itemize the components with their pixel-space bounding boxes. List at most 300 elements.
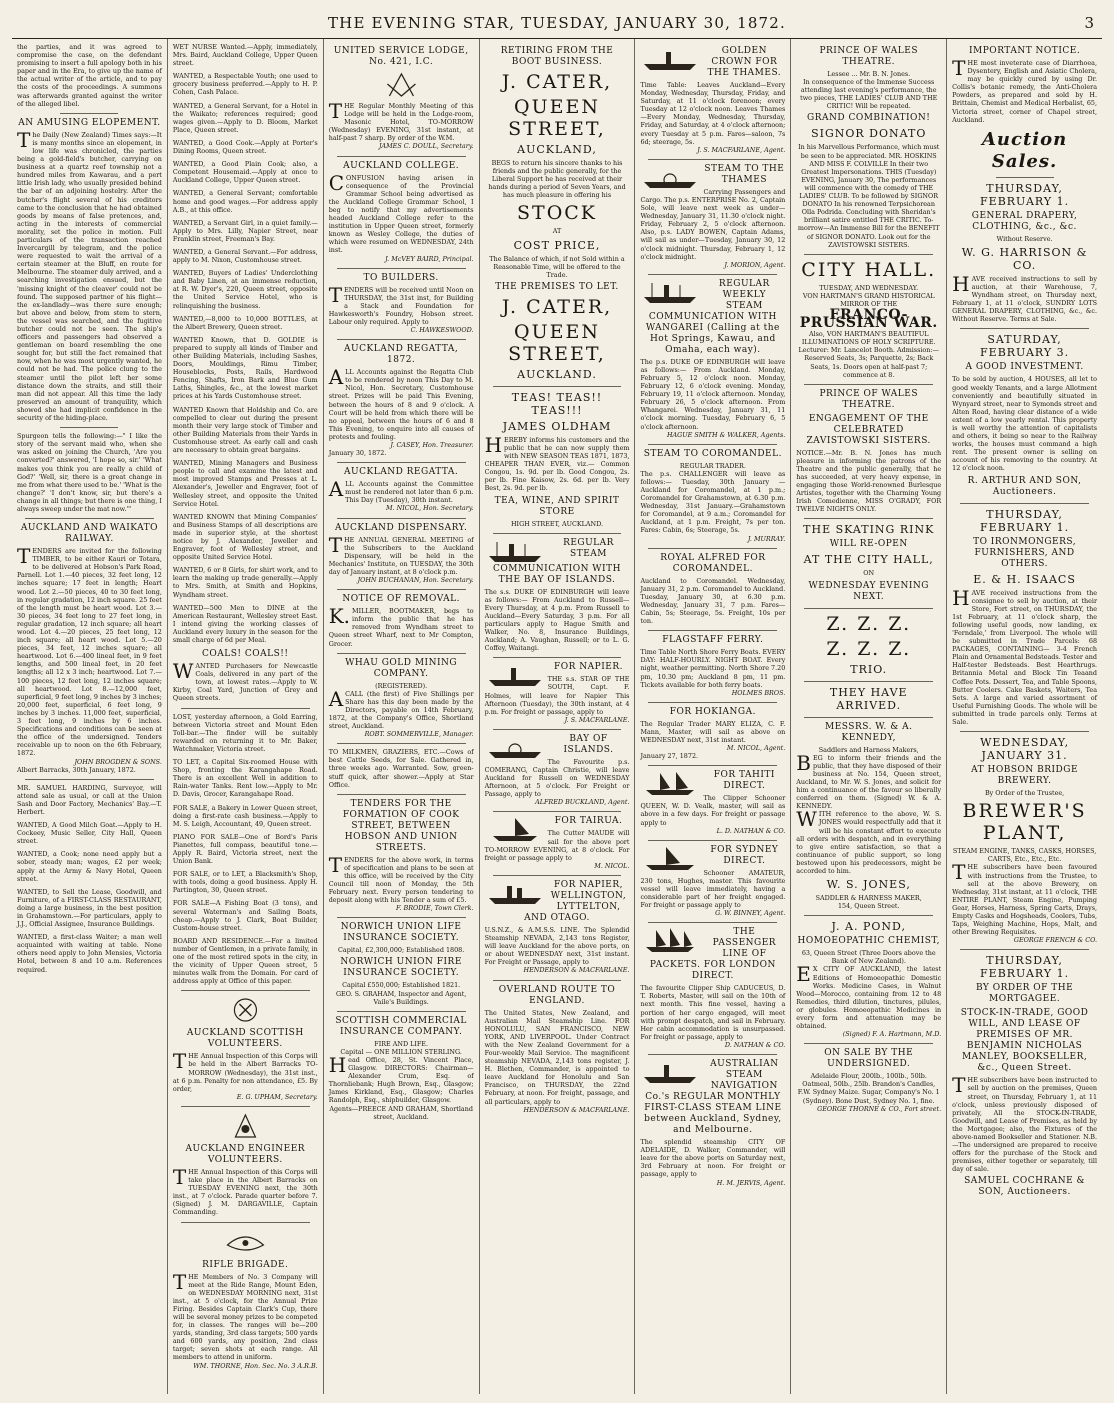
brewery-venue: AT HOBSON BRIDGE BREWERY. xyxy=(971,765,1079,787)
divider xyxy=(337,462,466,463)
zavistowski-body: NOTICE.—Mr. B. N. Jones has much pleasure in informing the patrons of the Theatre and the public generally, that he has succeeded, at very heavy expense, in engaging those World-renowned Burlesque Artistes, together with the Charming Young Irish Comedienne, MISS O'GRADY, FOR TWELVE NIGHTS ONLY. xyxy=(796,448,942,514)
dispensary-signature: JOHN BUCHANAN, Hon. Secretary. xyxy=(357,576,474,585)
divider xyxy=(996,177,1054,178)
lodge-signature: JAMES C. DOULL, Secretary. xyxy=(378,142,474,151)
kennedy-headline: MESSRS. W. & A. KENNEDY, xyxy=(825,721,913,743)
wangarei-body: The p.s. DUKE OF EDINBURGH will leave as follows:— From Auckland. Monday, February 5, 12 o'clock noon. Monday, February 12, 6 o'clock evening. Monday, February 19, 11 o'clock afternoon. Monday, February 26, 5 o'clock afternoon. From Whangarei. Wednesday, January 31, 11 o'clock morning. Tuesday, February 6, 5 o'clock afternoon. xyxy=(640,357,786,431)
jones-name: W. S. JONES, xyxy=(826,878,911,892)
builders-signature: C. HAWKESWOOD. xyxy=(410,326,474,335)
hartman-mirror: VON HARTMAN'S GRAND HISTORICAL MIRROR OF THE xyxy=(802,291,935,308)
brewer-subhead: STEAM ENGINE, TANKS, CASKS, HORSES, CARTS, Etc., Etc., Etc. xyxy=(952,847,1097,864)
college-signature: J. McVEY BAIRD, Principal. xyxy=(385,254,474,263)
tairua-body: The Cutter MAUDE will sail for the above port TO-MORROW EVENING, at 8 o'clock. For freight or passage apply to xyxy=(484,829,630,862)
cater-body-2: The Balance of which, if not Sold within a Reasonable Time, will be offered to the Trade. xyxy=(489,254,625,279)
brewery-date: WEDNESDAY, JANUARY 31. xyxy=(980,736,1070,763)
australian-signature: H. M. JERVIS, Agent. xyxy=(716,1178,786,1187)
divider xyxy=(804,681,933,682)
skating-headline: THE SKATING RINK xyxy=(803,523,935,537)
norwich-life-headline: NORWICH UNION LIFE INSURANCE SOCIETY. xyxy=(340,922,462,944)
plain-cook-ad: WANTED, a Good Plain Cook; also, a Competent Housemaid.—Apply at once to Auckland College, Upper Queen street. xyxy=(172,160,318,185)
bakery-sale-ad: FOR SALE, a Bakery in Lower Queen street, doing a first-rate cash business.—Apply to M. S. Leigh, Accountant, 49, Queen street. xyxy=(172,803,318,828)
railway-date: Albert Barracks, 30th January, 1872. xyxy=(17,765,136,774)
important-notice-ad xyxy=(952,46,1097,124)
stock-headline: STOCK-IN-TRADE, GOOD WILL, AND LEASE OF PREMISES OF MR. BENJAMIN NICHOLAS MANLEY, BOOKSELLER, &c., Queen Street. xyxy=(960,1008,1089,1074)
otago-body: U.S.N.Z., & A.M.S.S. LINE. The Splendid Steamship NEVADA, 2,143 tons Register, will leave Auckland for the above ports, on or about WEDNESDAY next, 31st instant. For Freight or Passage, apply to xyxy=(484,925,630,967)
donato-body: In his Marvellous Performance, which must be seen to be appreciated. MR. HOSKINS AND MISS F. COLVILLE In their two Greatest Impersonations. THIS (Tuesday) EVENING, January 30, The performances will commence with the comedy of THE LADIES' CLUB. To be followed by SIGNOR DONATO In his renowned Terpsichorean Olla Podrida. Concluding with Sheridan's brilliant satire entitled THE CRITIC. To-morrow—An Immense Bill for the BENEFIT of SIGNOR DONATO. Look out for the ZAVISTOWSKI SISTERS. xyxy=(797,143,940,249)
cook-street-signature: F. BRODIE, Town Clerk. xyxy=(396,904,474,913)
tahiti-body: The Clipper Schooner QUEEN, W. D. Vealk, master, will sail as above in a few days. For freight or passage apply to xyxy=(640,794,786,827)
tairua-ad xyxy=(485,816,630,869)
investment-headline: A GOOD INVESTMENT. xyxy=(965,362,1084,373)
thames-body: Carrying Passengers and Cargo. The p.s. ENTERPRISE No. 2, Captain Sole, will leave next week as under—Wednesday, January 31, 11.30 o'clock night. Friday, February 2, 5 o'clock afternoon. Also, p.s. LADY BOWEN, Captain Adams, will sail as under—Tuesday, January 30, 12 o'clock midnight. Thursday, February 1, 12 o'clock midnight. xyxy=(640,187,786,261)
crest-icon xyxy=(173,995,318,1025)
bay-islands-headline: BAY OF ISLANDS. xyxy=(563,733,614,755)
regatta-signature: J. CASEY, Hon. Treasurer. xyxy=(390,441,474,449)
zzz-teaser-ad xyxy=(796,613,941,676)
column-6 xyxy=(791,39,947,1394)
hokianga-date: January 27, 1872. xyxy=(640,752,699,761)
removal-headline: NOTICE OF REMOVAL. xyxy=(342,594,460,605)
overland-signature: HENDERSON & MACFARLANE. xyxy=(523,1105,630,1114)
cook-wanted-ad: WANTED, a Cook; none need apply but a sober, steady man; wages, £2 per week; apply at the Army & Navy Hotel, Queen street. xyxy=(17,850,162,883)
flagstaff-signature: HOLMES BROS. xyxy=(731,688,786,697)
scottish-ins-agents: Agents—PREECE AND GRAHAM, Shortland street, Auckland. xyxy=(329,1104,473,1121)
pond-trade: HOMOEOPATHIC CHEMIST, xyxy=(797,936,940,947)
brewer-signature: GEORGE FRENCH & CO. xyxy=(1013,936,1098,945)
divider xyxy=(648,548,777,549)
skating-reopen: WILL RE-OPEN xyxy=(829,539,908,550)
libel-article: the parties, and it was agreed to compromise the case, on the defendant promising to insert a full apology both in his paper and in the Era, to give up the name of the actual writer of the article, and to pay the costs of the proceedings. A summons was afterwards granted against the writer of the alleged libel. xyxy=(17,43,162,108)
drapery-reserve: Without Reserve. xyxy=(996,234,1053,243)
thames-signature: J. MORION, Agent. xyxy=(724,260,786,269)
cater-street: QUEEN STREET, xyxy=(508,96,606,140)
masthead xyxy=(12,8,1102,39)
royal-alfred-ad xyxy=(640,553,785,626)
hokianga-ad xyxy=(640,707,785,760)
divider xyxy=(25,518,154,519)
piano-sale-ad: PIANO FOR SALE—One of Bord's Paris Pianettes, full compass, beautiful tone.—Apply R. Baird, Victoria street, next the Union Bank. xyxy=(172,832,318,866)
regatta2-body: ALL Accounts against the Committee must be rendered not later than 6 p.m. This Day (Tuesday), 30th instant. xyxy=(328,477,474,505)
cater-name: J. CATER, xyxy=(501,71,613,93)
rifle-body: THE Members of No. 3 Company will meet at the Ride Range, Mount Eden, on WEDNESDAY MORNING next, 31st inst., at 5 o'clock, for the Annual Prize Firing. Besides Captain Clark's Cup, there will be several money prizes to be competed for, in classes. The ranges will be—200 yards, standing, 3rd class targets; 500 yards and 600 yards, any position, 2nd class target; seven shots at each range. All members to attend in uniform. xyxy=(172,1269,318,1362)
tahiti-headline: FOR TAHITI DIRECT. xyxy=(713,770,775,792)
divider xyxy=(648,702,777,703)
bottles-ad: WANTED,—8,000 to 10,000 BOTTLES, at the Albert Brewery, Queen street. xyxy=(172,314,318,331)
column-3 xyxy=(324,39,480,1394)
tahiti-signature: L. D. NATHAN & CO. xyxy=(716,826,786,835)
mining-managers-ad: WANTED, Mining Managers and Business people to call and examine the latest and most improved Stamps and Presses at L. Alexander's, Jeweller and Engraver, foot of Wellesley street, and opposite the United Service Hotel. xyxy=(172,459,318,508)
jones-trade: SADDLER & HARNESS MAKER, xyxy=(815,894,922,903)
divider xyxy=(493,980,622,981)
railway-signature: JOHN BROGDEN & SONS. xyxy=(74,757,162,766)
column-7 xyxy=(947,39,1102,1394)
fishing-boat-ad: FOR SALE—A Fishing Boat (3 tons), and several Waterman's and Sailing Boats, cheap.—Apply to J. Clark, Boat Builder, Custom-house street. xyxy=(172,899,318,932)
harrison-name: W. G. HARRISON & CO. xyxy=(961,245,1088,272)
baby-linen-ad: WANTED, Buyers of Ladies' Underclothing and Baby Linen, at an immense reduction, at R. W. Dyer's, 220, Queen street, opposite the United Service Hotel, who is relinquishing the business. xyxy=(172,269,318,310)
divider xyxy=(960,328,1089,329)
wangarei-ad xyxy=(640,279,785,439)
divider xyxy=(960,949,1089,950)
wangarei-signature: HAGUE SMITH & WALKER, Agents. xyxy=(666,430,786,439)
regatta-headline: AUCKLAND REGATTA, 1872. xyxy=(344,344,459,366)
cater-name-2: J. CATER, xyxy=(501,295,613,318)
brewery-auction-ad xyxy=(952,736,1097,944)
donato-name: SIGNOR DONATO xyxy=(811,127,927,141)
divider xyxy=(337,518,466,519)
cater-boot-ad xyxy=(485,46,630,381)
thorne-headline: ON SALE BY THE UNDERSIGNED. xyxy=(824,1048,914,1070)
divider xyxy=(493,729,622,730)
golden-crown-signature: J. S. MACFARLANE, Agent. xyxy=(697,145,786,154)
otago-headline: FOR NAPIER, WELLINGTON, LYTTELTON, AND OTAGO. xyxy=(524,879,627,923)
jones-body: WITH reference to the above, W. S. JONES would respectfully add that it will be his constant effort to execute all orders with despatch, and in everything to give entire satisfaction, so that a continuance of public support, so long bestowed upon his predecessors, might be accorded to him. xyxy=(796,807,942,875)
pond-body: EX CITY OF AUCKLAND, the latest Editions of Homoeopathic Domestic Works. Medicine Cases, in Walnut Wood—Morocco, containing from 12 to 48 Remedies, third dilution, tinctures, pilules, or globules. Homoeopathic Medicines in every form and attenuation may be obtained. xyxy=(796,962,942,1031)
notice-body: THE most inveterate case of Diarrhoea, Dysentery, English and Asiatic Cholera, may be quickly cured by using Dr. Collis's botanic remedy, the Anti-Cholera Powders, as prepared and sold by H. Brittain, Chemist and Medical Herbalist, 65, Victoria street, corner of Chapel street, Auckland. xyxy=(952,56,1098,124)
cater-stock: STOCK xyxy=(517,202,597,225)
holdship-ad: WANTED Known that Holdship and Co. are compelled to clear out during the present month their very large stock of Timber and other Building Materials from their Yards in Customhouse street. As early call and cash are necessary to obtain great bargains. xyxy=(172,405,318,455)
cater-cost-price: COST PRICE, xyxy=(513,238,601,252)
dispensary-ad xyxy=(329,523,474,585)
bay-steam-ad xyxy=(485,538,630,653)
isaacs-body: HAVE received instructions from the consignee to sell by auction, at their Store, Fort street, on THURSDAY, the 1st February, at 11 o'clock sharp, the following useful goods, now landing, ex 'Ferndale,' from Liverpool. The whole will be submitted in Trade Parcels: 68 PACKAGES, CONTAINING— 3-4 French Plain and Ornamental Bedsteads. Tester and Half-tester Bedsteads. Best Hearthrugs. Britannia Metal and Block Tin Teaand Coffee Pots. Dessert, Tea, and Table Spoons, Butter Coolers. Cake Baskets, Waiters, Tea Sets. A large and varied assortment of Useful Furnishing Goods. The whole will be submitted in trade parcels only. Terms at Sale. xyxy=(952,585,1098,727)
hotel-servant-ad: WANTED, a General Servant, for a Hotel in the Waikato; references required; good wages given.—Apply to D. Bloom, Market Place, Queen street. xyxy=(172,101,318,134)
steamship-icon xyxy=(640,46,700,72)
theatre-headline: PRINCE OF WALES THEATRE. xyxy=(819,46,919,67)
norwich-insurance-ad xyxy=(329,922,474,1005)
isaacs-auction-ad xyxy=(952,508,1097,727)
paddle-steamer-icon xyxy=(640,164,700,190)
wet-nurse-ad: WET NURSE Wanted.—Apply, immediately, Mrs. Baird, Auckland College, Upper Queen street. xyxy=(172,43,318,68)
page-title: THE EVENING STAR, TUESDAY, JANUARY 30, 1872. xyxy=(327,14,787,32)
isaacs-name: E. & H. ISAACS xyxy=(973,572,1076,586)
divider xyxy=(648,630,777,631)
sailing-ship-icon xyxy=(640,770,700,796)
napier-ad xyxy=(485,662,630,724)
blacksmith-ad: FOR SALE, or to LET, a Blacksmith's Shop, with tools, doing a good business. Apply H. Partington, 30, Queen street. xyxy=(172,870,318,895)
dispensary-headline: AUCKLAND DISPENSARY. xyxy=(334,522,468,533)
coromandel-body: The p.s. CHALLENGER will leave as follows:— Tuesday, 30th January — Auckland for Coromandel, at 1 p.m.; Coromandel for Grahamstown, at 6.30 p.m. Wednesday, 31st January.—Grahamstown for Coromandel, at 9 a.m.; Coromandel for Auckland, at 1 p.m. Freight, 7s per ton. Fares: Cabin, 6s; Steerage, 5s. xyxy=(640,469,786,535)
golden-crown-body: Time Table: Leaves Auckland—Every Monday, Wednesday, Thursday, Friday, and Saturday, at 11 o'clock forenoon; every Tuesday at 12 o'clock noon. Leaves Thames—Every Monday, Wednesday, Thursday, Friday, and Saturday, at 4 o'clock afternoon; every Tuesday at 5 p.m. Fares—saloon, 7s 6d; steerage, 5s. xyxy=(640,81,786,146)
divider xyxy=(337,156,466,157)
divider xyxy=(648,840,777,841)
pond-name: J. A. POND, xyxy=(831,920,906,934)
arthur-signature: R. ARTHUR AND SON, Auctioneers. xyxy=(967,475,1082,497)
elopement-headline: AN AMUSING ELOPEMENT. xyxy=(18,117,161,128)
harding-ad: MR. SAMUEL HARDING, Surveyor, will attend sale as usual, or call at the Union Sash and Door Factory, Mechanics' Bay.—T. Herbert. xyxy=(17,783,162,816)
theatre-body: In consequence of the Immense Success attending last evening's performance, the two pieces, THE LADIES' CLUB AND THE CRITIC! Will be repeated. xyxy=(800,78,938,111)
whau-body: ACALL (the first) of Five Shillings per Share has this day been made by the Directors, payable on 14th February, 1872, at the Company's Office, Shortland street, Auckland. xyxy=(328,686,474,731)
norwich-agent: GEO. S. GRAHAM, Inspector and Agent, Vaile's Buildings. xyxy=(335,989,467,1006)
australian-body: The splendid steamship CITY OF ADELAIDE, D. Walker, Commander, will leave for the above ports on Saturday next, 3rd February at noon. For freight or passage, apply to xyxy=(640,1138,786,1179)
arrived-headline: THEY HAVE ARRIVED. xyxy=(829,685,908,712)
restaurant-sale-ad: WANTED, to Sell the Lease, Goodwill, and Furniture, of a FIRST-CLASS RESTAURANT, doing a large business, in the best position in Grahamstown.—For particulars, apply to J.J., Official Assignee, Insurance Buildings. xyxy=(17,887,162,929)
stamps-ad: WANTED KNOWN that Mining Companies' and Business Stamps of all descriptions are made in superior style, at the shortest notice by J. Alexander, Jeweller and Engraver, foot of Wellesley street, and opposite United Service Hotel. xyxy=(172,512,318,562)
harrison-body: HAVE received instructions to sell by auction, at their Warehouse, 7, Wyndham street, on Thursday next, February 1, at 11 o'clock, SUNDRY LOTS GENERAL DRAPERY, CLOTHING, &c., &c. Without Reserve. Terms at Sale. xyxy=(952,271,1098,324)
divider xyxy=(960,731,1089,732)
steamship-icon xyxy=(485,662,545,688)
railway-body: TENDERS are invited for the following TIMBER, to be either Kauri or Totara, to be delivered at Hobson's Park Road, Parnell. Lot 1.—40 pieces, 32 feet long, 12 inches square; 17 feet in length; Heart wood. Lot 2.—50 pieces, 40 to 30 feet long, in regular gradation, 12 inch square. 25 feet of the length must be heart wood. Lot 3.—30 pieces, 34 feet long to 27 feet long, in regular gradation, 12 inch square; all heart wood. Lot 4.—20 pieces, 25 feet long, 12 inch square; all heart wood. Lot 5.—20 pieces, 34 feet, 12 inches square; all heartwood. Lot 6.—400 lineal feet, in 9 feet lengths, and 500 lineal feet, in 20 feet lengths; all 12 x 3 inch; heartwood. Lot 7.—100 pieces, 12 feet long, 12 inches square; all heartwood. Lot 8.—12,000 feet, superficial, 9 feet long, 9 inches by 3 inches; 20,000 feet, superficial, 6 feet long, 9 inches by 3 inches. 11,000 feet, superficial, 3 feet long, 9 inches by 6 inches. Specifications and conditions can be seen at the office of the undersigned. Tenders receivable up to noon on the 6th February, 1872. xyxy=(17,544,162,758)
royal-alfred-headline: ROYAL ALFRED FOR COROMANDEL. xyxy=(660,552,766,574)
scottish-ins-capital: Capital — ONE MILLION STERLING. xyxy=(340,1047,462,1056)
divider xyxy=(337,1011,466,1012)
hokianga-signature: M. NICOL, Agent. xyxy=(726,744,786,753)
kennedy-body: BEG to inform their friends and the public, that they have disposed of their business at No. 154, Queen street, Auckland, to Mr. W. S. Jones, and solicit for him a continuance of the favour so liberally conferred on them. (Signed) W. & A. KENNEDY. xyxy=(796,750,942,811)
combination-headline: GRAND COMBINATION! xyxy=(807,113,931,124)
divider xyxy=(804,915,933,916)
masonic-square-compass-icon xyxy=(329,70,474,100)
divider xyxy=(60,113,118,114)
coromandel-headline: STEAM TO COROMANDEL. xyxy=(643,448,782,459)
bay-islands-signature: ALFRED BUCKLAND, Agent. xyxy=(535,798,630,807)
zavistowski-ad xyxy=(796,389,941,514)
coals-headline: COALS! COALS!! xyxy=(202,649,289,660)
city-hall-ad xyxy=(796,259,941,379)
divider xyxy=(60,427,118,428)
cochrane-signature: SAMUEL COCHRANE & SON, Auctioneers. xyxy=(964,1176,1086,1198)
theatre2-headline: PRINCE OF WALES THEATRE. xyxy=(819,388,919,410)
column-5 xyxy=(635,39,791,1394)
divider xyxy=(804,717,933,718)
bugle-icon xyxy=(173,1227,318,1257)
coromandel-ad xyxy=(640,449,785,543)
tea-store-name: TEA, WINE, AND SPIRIT STORE xyxy=(494,495,620,517)
thorne-signature: GEORGE THORNE & CO., Fort street. xyxy=(817,1104,942,1113)
coals-ad xyxy=(173,649,318,702)
good-cook-ad: WANTED, a Good Cook.—Apply at Porter's Dining Rooms, Queen street. xyxy=(172,138,318,156)
ironmongers-headline: TO IRONMONGERS, FURNISHERS, AND OTHERS. xyxy=(973,536,1077,569)
divider xyxy=(181,990,310,991)
theatre-ad xyxy=(796,46,941,249)
golden-crown-ad xyxy=(640,46,785,154)
column-4 xyxy=(480,39,636,1394)
tahiti-ad xyxy=(640,770,785,834)
divider xyxy=(493,875,622,876)
thames-steam-ad xyxy=(640,164,785,269)
engineer-volunteers-ad xyxy=(173,1111,318,1217)
railway-headline: AUCKLAND AND WAIKATO RAILWAY. xyxy=(20,523,159,545)
divider xyxy=(960,503,1089,504)
flagstaff-ferry-ad xyxy=(640,635,785,697)
whau-mining-ad xyxy=(329,658,474,739)
cater-body: BEGS to return his sincere thanks to his friends and the public generally, for the Liberal Support he has received at their hands during a period of Seven Years, and has much pleasure in offering his xyxy=(488,159,626,200)
rifle-headline: RIFLE BRIGADE. xyxy=(202,1259,289,1270)
trio: TRIO. xyxy=(850,662,888,676)
teas-headline: TEAS! TEAS!! TEAS!!! xyxy=(511,390,603,417)
hokianga-headline: FOR HOKIANGA. xyxy=(669,706,756,717)
arrived-ad xyxy=(796,686,941,712)
whau-signature: ROBT. SOMMERVILLE, Manager. xyxy=(364,730,474,739)
engineers-body: THE Annual Inspection of this Corps will take place in the Albert Barracks on TUESDAY EVENING next, the 30th inst., at 7 o'clock. Parade quarter before 7. (Signed) J. M. DARGAVILLE, Captain Commanding. xyxy=(172,1164,318,1217)
norwich-fire-capital: Capital £550,000; Established 1821. xyxy=(342,981,461,990)
page-number: 3 xyxy=(1084,14,1094,32)
spurgeon-anecdote: Spurgeon tells the following:—" I like the story of the servant maid who, when she was asked on joining the Church, 'Are you converted?' answered, 'I hope so, sir.' 'What makes you think you are really a child of God?' 'Well, sir, there is a great change in me from what there used to be.' 'What is the change?' 'I don't know, sir, but there's a change in all things; but there is one thing, I always sweep under the mat now.'" xyxy=(17,432,162,513)
auction-sales-heading: Auction Sales. xyxy=(981,128,1068,172)
youth-wanted-ad: WANTED, a Respectable Youth; one used to grocery business preferred.—Apply to H. P. Cohen, Cash Palace. xyxy=(172,72,318,97)
college-body: CONFUSION having arisen in consequence of the Provincial Grammar School being advertised as the Auckland College Grammar School, I beg to notify that my advertisements headed Auckland College refer to the institution in Upper Queen street, formerly known as Wesley College, the duties of which were resumed on WEDNESDAY, 24th inst. xyxy=(328,170,474,255)
sydney-headline: FOR SYDNEY DIRECT. xyxy=(710,844,779,866)
hokianga-body: The Regular Trader MARY ELIZA, C. F. Mann, Master, will sail as above on WEDNESDAY next, 31st instant. xyxy=(640,719,786,744)
kennedy-ad xyxy=(796,722,941,911)
sydney-ad xyxy=(640,845,785,918)
bay-steam-body: The s.s. DUKE OF EDINBURGH will leave as follows:— From Auckland to Russell—Every Thursday, at 4 p.m. From Russell to Auckland—Every Saturday, 3 p.m. For all particulars apply to Hague Smith and Walker, No. 8, Insurance Buildings, Auckland; A. Vaughan, Russell; or to L. G. Coffey, Waitangi. xyxy=(484,587,630,653)
dispensary-body: THE ANNUAL GENERAL MEETING of the Subscribers to the Auckland Dispensary, will be held in the Mechanics' Institute, on TUESDAY, the 30th day of January instant, at 8 o'clock p.m. xyxy=(328,532,474,576)
scottish-body: THE Annual Inspection of this Corps will be held in the Albert Barracks TO-MORROW (Wednesday), the 31st inst., at 6 p.m. Penalty for non attendance, £5. By order, xyxy=(172,1049,318,1093)
divider xyxy=(648,922,777,923)
zavistowski-headline: ENGAGEMENT OF THE CELEBRATED ZAVISTOWSKI SISTERS. xyxy=(806,413,931,446)
divider xyxy=(804,608,933,609)
wangarei-headline: REGULAR WEEKLY STEAM COMMUNICATION WITH WANGAREI (Calling at the Hot Springs, Kawau, and Omaha, each way). xyxy=(645,278,780,355)
divider xyxy=(648,1054,777,1055)
scottish-ins-subhead: FIRE AND LIFE. xyxy=(374,1039,429,1048)
flagstaff-headline: FLAGSTAFF FERRY. xyxy=(662,635,764,646)
college-headline: AUCKLAND COLLEGE. xyxy=(343,160,460,171)
royal-alfred-body: Auckland to Coromandel. Wednesday, January 31, 2 p.m. Coromandel to Auckland. Tuesday, January 30, at 6.30 p.m. Wednesday, January 31, 7 p.m. Fares—Cabin, 5s; Steerage, 5s. Freight, 10s per ton. xyxy=(640,576,786,626)
mortgagee-auction-ad xyxy=(952,954,1097,1198)
milkmen-ad: TO MILKMEN, GRAZIERS, ETC.—Cows of best Cattle Seeds, for Sale. Gathered in, three weeks ago. Warranted. Sow, green-stuff quick, after shower.—Apply at Star Office. xyxy=(328,748,474,789)
divider xyxy=(337,653,466,654)
thorne-sale-ad xyxy=(796,1048,941,1112)
cook-street-body: TENDERS for the above work, in terms of specification and plans to be seen at this office, will be received by the City Council till noon of Monday, the 5th February next. Every person tendering to deposit along with his Tender a sum of £5. xyxy=(328,852,474,905)
cater-retiring: RETIRING FROM THE BOOT BUSINESS. xyxy=(500,46,614,67)
steamship-icon xyxy=(485,880,545,906)
crest-icon xyxy=(173,1111,318,1141)
divider xyxy=(648,274,777,275)
sailing-ship-icon xyxy=(640,845,700,871)
rifle-signature: WM. THORNE, Hon. Sec. No. 3 A.R.B. xyxy=(193,1361,318,1370)
tea-store-address: HIGH STREET, AUCKLAND. xyxy=(510,519,604,528)
napier-signature: J. S. MACFARLANE. xyxy=(564,715,630,724)
coromandel-subhead: REGULAR TRADER. xyxy=(679,461,746,470)
scottish-ins-headline: SCOTTISH COMMERCIAL INSURANCE COMPANY. xyxy=(335,1015,467,1037)
divider xyxy=(804,384,933,385)
napier-otago-ad xyxy=(485,880,630,975)
bay-islands-ad xyxy=(485,734,630,807)
sydney-signature: G. W. BINNEY, Agent. xyxy=(715,909,786,918)
kennedy-subhead: Saddlers and Harness Makers, xyxy=(818,745,919,754)
girls-wanted-ad: WANTED, 6 or 8 Girls, for shirt work, and to learn the making up trade generally.—Apply to Mrs. Smith, at Smith and Hopkins, Wyndham street. xyxy=(172,566,318,599)
sailing-cutter-icon xyxy=(485,816,545,842)
builders-ad xyxy=(329,273,474,335)
oldham-tea-ad xyxy=(485,391,630,528)
divider xyxy=(181,1106,310,1107)
drapery-headline: GENERAL DRAPERY, CLOTHING, &c., &c. xyxy=(971,210,1078,232)
whau-headline: WHAU GOLD MINING COMPANY. xyxy=(345,657,458,679)
brewery-order: By Order of the Trustee, xyxy=(984,789,1065,798)
norwich-fire-headline: NORWICH UNION FIRE INSURANCE SOCIETY. xyxy=(340,957,462,979)
pond-address: 63, Queen Street (Three Doors above the Bank of New Zealand). xyxy=(801,949,936,966)
isaacs-date: THURSDAY, FEBRUARY 1. xyxy=(980,507,1070,534)
overland-headline: OVERLAND ROUTE TO ENGLAND. xyxy=(498,984,616,1006)
scottish-insurance-ad xyxy=(329,1016,474,1121)
bay-islands-body: The Favourite p.s. COMERANG, Captain Christie, will leave Auckland for Russell on WEDNESDAY Afternoon, at 5 o'clock. For Freight or Passage, apply to xyxy=(484,757,630,799)
australian-steam-ad xyxy=(640,1059,785,1187)
divider xyxy=(648,159,777,160)
lodge-ad xyxy=(329,46,474,151)
cater-city-2: AUCKLAND. xyxy=(517,367,597,381)
packets-body: The favourite Clipper Ship CADUCEUS, D. T. Roberts, Master, will sail on the 10th of next month. This fine vessel, having a portion of her cargo engaged, will meet with prompt despatch, and sail in February. Her cabin accommodation is unsurpassed. For freight or passage, apply to xyxy=(640,984,786,1041)
servant-girl-ad: WANTED, a Servant Girl, in a quiet family.—Apply to Mrs. Lilly, Napier Street, near Franklin street, Freeman's Bay. xyxy=(172,218,318,243)
regatta-date: January 30, 1872. xyxy=(328,449,387,458)
arthur-auction-ad xyxy=(952,333,1097,497)
skating-rink-ad xyxy=(796,523,941,602)
scottish-headline: AUCKLAND SCOTTISH VOLUNTEERS. xyxy=(186,1028,304,1050)
builders-body: TENDERS will be received until Noon on THURSDAY, the 31st inst, for Building a Stack and Foundation for Hawkesworth's Foundry, Hobson street. Labour only required. Apply to xyxy=(328,282,474,326)
lodge-body: THE Regular Monthly Meeting of this Lodge will be held in the Lodge-room, Masonic Hotel, TO-MORROW (Wednesday) EVENING, 31st instant, at half-past 7 sharp. By order of the W.M. xyxy=(328,99,474,143)
franco-prussian-war: FRANCO-PRUSSIAN WAR. xyxy=(799,306,938,332)
divider xyxy=(25,779,154,780)
cater-street-2: QUEEN STREET, xyxy=(508,320,606,365)
paddle-steamer-icon xyxy=(485,734,545,760)
divider xyxy=(337,917,466,918)
packets-signature: D. NATHAN & CO. xyxy=(724,1040,786,1049)
thames-headline: STEAM TO THE THAMES xyxy=(704,163,785,185)
divider xyxy=(337,794,466,795)
stock-body: THE subscribers have been instructed to sell by auction on the premises, Queen street, on Thursday, February 1, at 11 o'clock, unless previously disposed of privately, All the STOCK-IN-TRADE, Goodwill, and Lease of Premises, as held by the Mortgagee; also, the Fixtures of the above-named Bookseller and Stationer. N.B.—The undersigned are prepared to receive offers for the purchase of the Stock and premises, either together or separately, till day of sale. xyxy=(952,1073,1098,1174)
cater-premises: THE PREMISES TO LET. xyxy=(495,281,619,292)
sydney-body: Schooner AMATEUR, 230 tons, Hughes, master. This favourite vessel will leave immediately, having a considerable part of her freight engaged. For freight or passage apply to xyxy=(640,868,786,910)
steamship-icon xyxy=(485,538,545,564)
napier-headline: FOR NAPIER. xyxy=(554,662,623,673)
goat-ad: WANTED, A Good Milch Goat.—Apply to H. Cockeey, Music Seller, City Hall, Queen street. xyxy=(17,821,162,846)
house-to-let-ad: TO LET, a Capital Six-roomed House with Shop, fronting the Karangahape Road. There is an excellent Well in addition to Rain-water Tanks. Rent low.—Apply to Mr. D. Davis, Grocer, Karangahape Road. xyxy=(172,758,318,799)
column-2 xyxy=(168,39,324,1394)
napier-body: THE s.s. STAR OF THE SOUTH, Capt. F. Holmes, will leave for Napier This Afternoon (Tuesday), the 30th instant, at 4 p.m. For freight or passage, apply to xyxy=(484,675,630,716)
theatre-lessee: Lessee ... Mr. B. N. Jones. xyxy=(827,70,911,78)
mortgagee-order: BY ORDER OF THE MORTGAGEE. xyxy=(975,983,1074,1005)
oldham-body: HEREBY informs his customers and the public that he can now supply them with NEW SEASON TEAS 1871, 1873, CHEAPER THAN EVER, viz.— Common Congou, 1s. 9d. per lb. Good Congou, 2s. per lb. Fine Kaisow, 2s. 6d. per lb. Very Best, 2s. 9d. per lb. xyxy=(484,432,630,493)
brewer-body: THE subscribers have been favoured with instructions from the Trustee, to sell at the above Brewery, on Wednesday, 31st instant, at 11 o'clock, THE ENTIRE PLANT, Steam Engine, Pumping Gear, Horses, Harness, Spring Carts, Drays, Empty Casks and Hogsheads, Coolers, Tubs, Taps, Weighing Machine, Hops, Malt, and other Brewing Requisites. xyxy=(952,860,1098,937)
coromandel-signature: J. MURRAY. xyxy=(747,534,786,543)
skating-venue: AT THE CITY HALL, xyxy=(803,553,934,567)
waiter-wanted-ad: WANTED, a first-class Waiter; a man well acquainted with waiting at table. None others need apply to John Mensies, Victoria Hotel, between 8 and 10 a.m. References required. xyxy=(17,933,162,974)
elopement-article xyxy=(17,118,162,422)
regatta-body: ALL Accounts against the Regatta Club to be rendered by noon This Day to M. Nicol, Hon. Secretary, Customhouse street. Prizes will be paid This Evening, between the hours of 8 and 9 o'clock. A Court will be held from which there will be no appeal, between the hours of 6 and 8 This Evening, to enquire into all causes of protests and fouling. xyxy=(328,365,474,441)
sailing-ship-icon xyxy=(640,927,700,953)
divider xyxy=(493,386,622,387)
builders-headline: TO BUILDERS. xyxy=(363,272,439,283)
divider xyxy=(804,1043,933,1044)
divider xyxy=(493,811,622,812)
golden-crown-headline: GOLDEN CROWN FOR THE THAMES. xyxy=(707,46,782,78)
london-packets-ad xyxy=(640,927,785,1049)
divider xyxy=(337,589,466,590)
cater-at: AT xyxy=(552,227,562,236)
removal-ad xyxy=(329,594,474,647)
tairua-signature: M. NICOL. xyxy=(594,861,630,870)
general-servant-ad: WANTED, a General Servant; comfortable home and good wages.—For address apply A.B., at this office. xyxy=(172,189,318,214)
tairua-headline: FOR TAIRUA. xyxy=(554,816,623,827)
columns xyxy=(12,39,1102,1394)
elopement-body: The Daily (New Zealand) Times says:—It is many months since an elopement, in low life was chronicled, the parties being a gold-field's butcher, carrying on business at a quartz reef township not a hundred miles from Kawarau, and a pert little Irish lady, who usually presided behind the bar of an adjoining hostelry. After the butcher's flight several of his creditors came to the conclusion that he had obtained goods by means of false pretences, and, acting in the interests of commercial morality, set the police in motion. Full particulars of the transaction reached Invercargill by telegram, and the police were requested to wait the arrival of a certain steamer at the Bluff, en route for Melbourne. The steamer duly arrived, and a searching investigation ensued, but the 'missing knight of the cleaver' could not be found. The supposed partner of his flight—the ex-landlady—was there sure enough; but above and below, from stem to stern, the vessel was searched, and the fugitive butcher could not be seen. The ship's officers and passengers had observed a gentleman on board resembling the one sought for, but still the fact remained that now, when he was most urgently wanted, he could not be had. The police clung to the steamer until the pilot left her some distance down the straits, and still their man did not appear. All this time the lady preserved an amount of tranquility, which showed she had implicit confidence in the security of the hiding-place. xyxy=(17,127,162,423)
investment-body: To be sold by auction, 4 HOUSES, all let to good weekly Tenants, and a large Allotment conveniently and beautifully situated in Wynyard street, near to Symonds street and Alten Road, having clear distance of a wide extent of a low yearly rental. This property is well worthy the attention of capitalists and others, it being so near to the Railway works, the houses must command a high rent. The present owner is selling on account of his removing to the country. At 12 o'clock noon. xyxy=(952,375,1098,473)
pond-signature: (Signed) F. A. Hartmann, M.D. xyxy=(842,1030,942,1039)
scottish-ins-body: Head Office, 28, St. Vincent Place, Glasgow. DIRECTORS: Chairman—Alexander Crum, Esq. of Thornliebank; Hugh Brown, Esq., Glasgow; James Kirkland, Esq., Glasgow; Charles Randolph, Esq., shipbuilder, Glasgow. xyxy=(328,1052,474,1105)
pond-chemist-ad xyxy=(796,920,941,1038)
column-1 xyxy=(12,39,168,1394)
board-residence-ad: BOARD AND RESIDENCE.—For a limited number of Gentlemen, in a private family, in one of the most retired spots in the city, in the vicinity of Upper Queen street, 5 minutes walk from the Domain. For card of address apply at Office of this paper. xyxy=(172,936,318,986)
jones-address: 154, Queen Street. xyxy=(837,902,900,911)
scottish-volunteers-ad xyxy=(173,995,318,1101)
hartman-admission: Lecturer: Mr. Lancelot Booth. Admission:—Reserved Seats, 3s; Parquette, 2s; Back Seats, 1s. Doors open at half-past 7; commence at 8. xyxy=(798,346,939,379)
divider xyxy=(493,533,622,534)
nixon-servant-ad: WANTED, a General Servant.—For address, apply to M. Nixon, Customhouse street. xyxy=(172,247,318,265)
zzz-line-2: Z. Z. Z. xyxy=(826,637,912,660)
regatta2-headline: AUCKLAND REGATTA. xyxy=(344,467,459,478)
goldie-timber-ad: WANTED Known, that D. GOLDIE is prepared to supply all kinds of Timber and other Building Materials, including Sashes, Doors, Mouldings, Rimu Timber, Houseblocks, Posts, Rails, Hardwood Fencing, Shafts, Iron Bark and Blue Gum Laths, Shingles, &c., at the lowest market prices at his Yards Customhouse street. xyxy=(172,335,318,401)
australian-headline: AUSTRALIAN STEAM NAVIGATION Co.'s REGULAR MONTHLY FIRST-CLASS STEAM LINE between Auckland, Sydney, and Melbourne. xyxy=(644,1059,782,1136)
divider xyxy=(804,518,933,519)
cook-street-headline: TENDERS FOR THE FORMATION OF COOK STREET, BETWEEN HOBSON AND UNION STREETS. xyxy=(342,798,460,853)
